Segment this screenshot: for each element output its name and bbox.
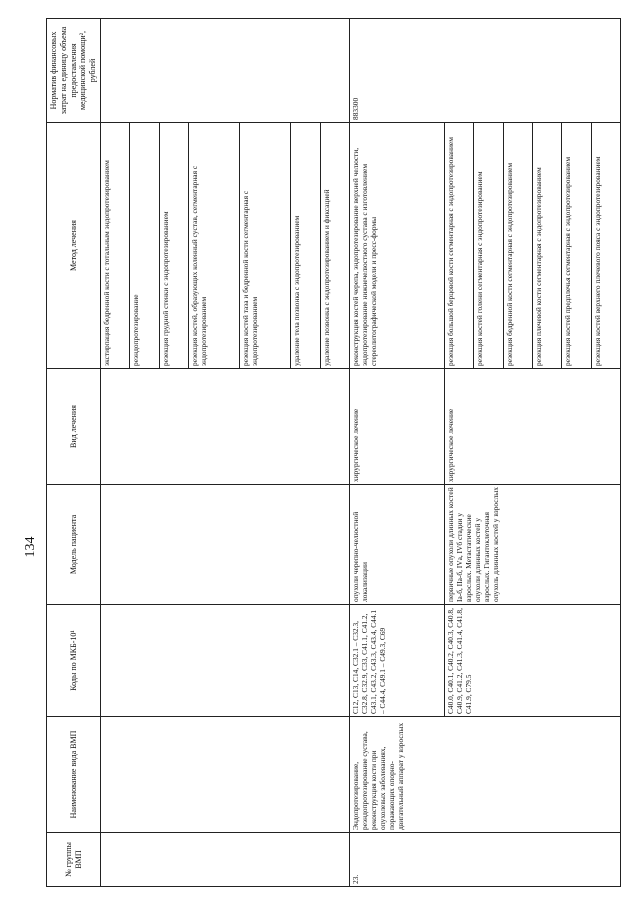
rotated-table-block (18, 19, 621, 887)
page-number: 134 (23, 536, 38, 558)
header-patient-model: Модель пациента (47, 485, 101, 605)
header-icd-codes: Коды по МКБ-10¹ (47, 605, 101, 717)
header-treatment-type: Вид лечения (47, 369, 101, 485)
patient-model-cell: опухоли черепно-челюстной локализации (349, 485, 444, 605)
treatment-method-cell: резекция бедренной кости сегментарная с эндопротезированием (503, 123, 532, 369)
method-cell: резекция костей, образующих коленный сустав, сегментарная с эндопротезированием (188, 123, 239, 369)
treatment-method-cell: реконструкция костей черепа, эндопротезирование верхней челюсти, эндопротезирование нижнечелюстного сустава с изготовлением стереолитографической модели и пресс-формы (349, 123, 444, 369)
patient-model-cell: первичные опухоли длинных костей Iа-б, IIа-б, IVа, IVб стадии у взрослых. Метастатические опухоли длинных костей у взрослых. Гигантоклеточная опухоль длинных костей у взрослых (445, 485, 621, 605)
codes-cell (101, 605, 350, 717)
financial-norm-cell: 883300 (349, 19, 620, 123)
header-row (47, 19, 101, 887)
group-cell (101, 833, 350, 887)
table-row (101, 19, 130, 887)
treatment-method-cell: резекция костей голени сегментарная с эндопротезированием (474, 123, 503, 369)
treatment-type-cell: хирургическое лечение (445, 369, 621, 485)
method-cell: резекция грудной стенки с эндопротезированием (159, 123, 188, 369)
treatment-method-cell: резекция костей предплечья сегментарная с эндопротезированием (562, 123, 591, 369)
icd-codes-cell: C12, C13, C14, C32.1 – C32.3, C32.8, C32.9, C33, C41.1, C41.2, C43.1, C43.2, C43.3, C43.4, C44.1 – C44.4, C49.1 – C49.3, C69 (349, 605, 444, 717)
method-cell: удаление позвонка с эндопротезированием и фиксацией (320, 123, 349, 369)
header-financial-norm: Норматив финансовых затрат на единицу объема предоставления медицинской помощи², рублей (47, 19, 101, 123)
treatment-method-cell: резекция костей верхнего плечевого пояса с эндопротезированием (591, 123, 620, 369)
method-cell: резекция костей таза и бедренной кости сегментарная с эндопротезированием (240, 123, 291, 369)
treatment-type-cell: хирургическое лечение (349, 369, 444, 485)
name-cell (101, 717, 350, 833)
header-vmp-name: Наименование вида ВМП (47, 717, 101, 833)
treatment-method-cell: резекция большой берцовой кости сегментарная с эндопротезированием (445, 123, 474, 369)
method-cell: экстирпация бедренной кости с тотальным эндопротезированием (101, 123, 130, 369)
norm-cell (101, 19, 350, 123)
method-cell: удаление тела позвонка с эндопротезированием (291, 123, 320, 369)
vmp-name-cell: Эндопротезирование, реэндопротезирование сустава, реконструкция кости при опухолевых заболеваниях, поражающих опорно-двигательный аппарат у взрослых (349, 717, 620, 833)
vmp-table (46, 18, 621, 887)
model-cell (101, 485, 350, 605)
header-treatment-method: Метод лечения (47, 123, 101, 369)
table-row (349, 19, 444, 887)
treatment-method-cell: резекция плечевой кости сегментарная с эндопротезированием (533, 123, 562, 369)
method-cell: реэндопротезирование (130, 123, 159, 369)
header-group-number: № группы ВМП (47, 833, 101, 887)
type-cell (101, 369, 350, 485)
icd-codes-cell: C40.0, C40.1, C40.2, C40.3, C40.8, C40.9, C41.2, C41.3, C41.4, C41.8, C41.9, C79.5 (445, 605, 621, 717)
group-number-cell: 23. (349, 833, 620, 887)
